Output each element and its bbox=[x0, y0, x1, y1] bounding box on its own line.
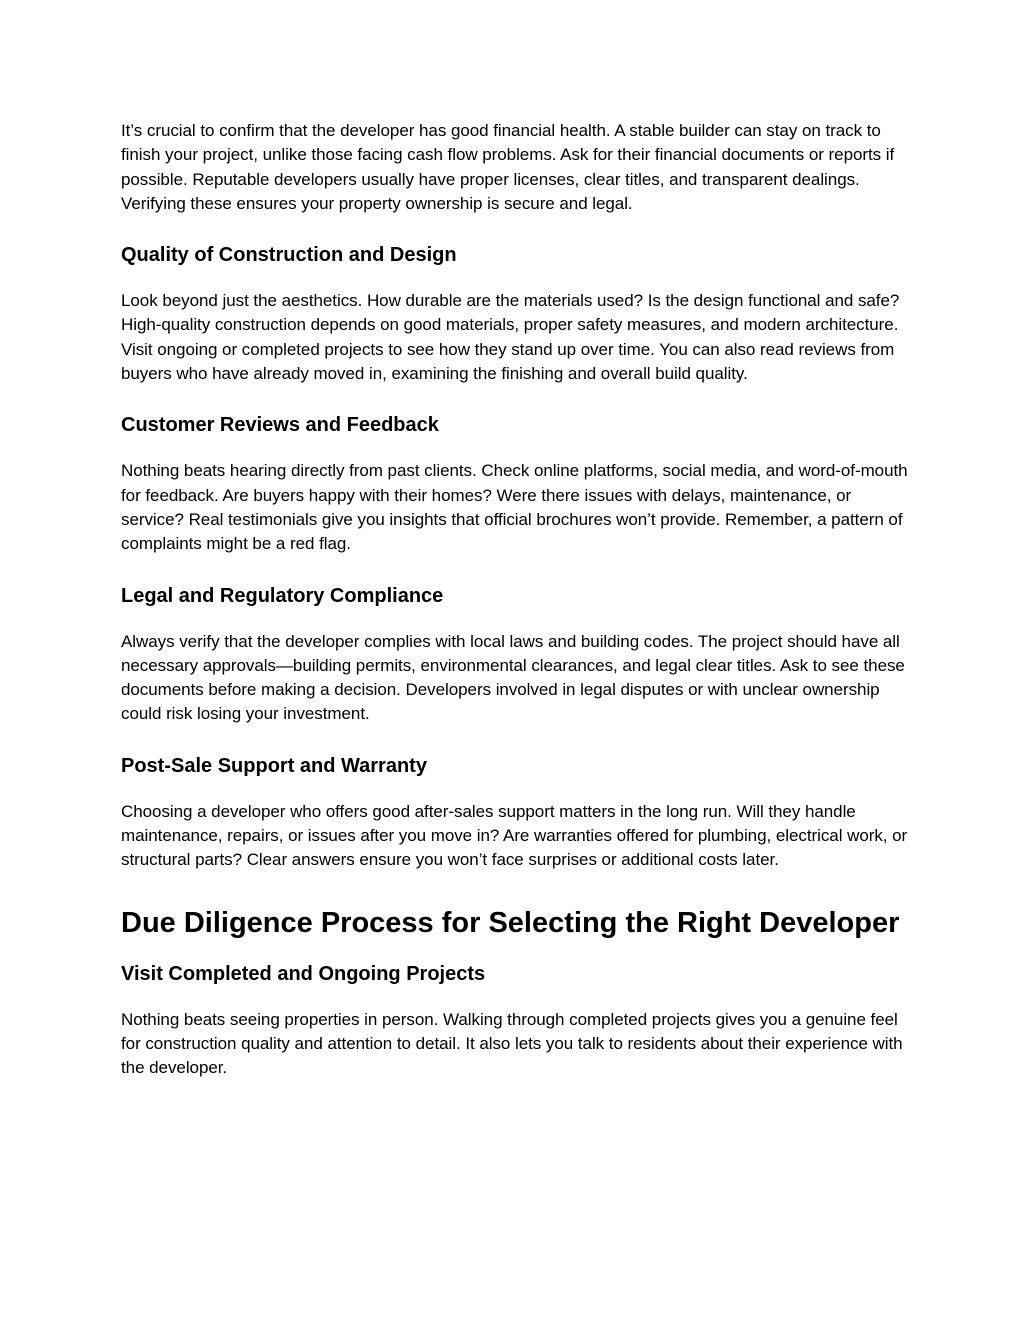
main-heading: Due Diligence Process for Selecting the Right Developer bbox=[121, 906, 900, 939]
section-paragraph-legal: Always verify that the developer complies with local laws and building codes. The project should have all necessary approvals—building permits, environmental clearances, and legal clear titles. Ask to see these documents before making a decision. Developers involved in legal disputes or with unclear ownership could risk losing your investment. bbox=[121, 631, 905, 724]
section-paragraph-reviews: Nothing beats hearing directly from past clients. Check online platforms, social media, and word-of-mouth for feedback. Are buyers happy with their homes? Were there issues with delays, maintenance, or service? Real testimonials give you insights that official brochures won’t provide. Remember, a pattern of complaints might be a red flag. bbox=[121, 461, 908, 554]
intro-paragraph: It’s crucial to confirm that the developer has good financial health. A stable builder can stay on track to finish your project, unlike those facing cash flow problems. Ask for their financial documents or reports if possible. Reputable developers usually have proper licenses, clear titles, and transparent dealings. Verifying these ensures your property ownership is secure and legal. bbox=[121, 121, 895, 213]
subsection-paragraph-visit: Nothing beats seeing properties in person. Walking through completed projects gives you a genuine feel for construction quality and attention to detail. It also lets you talk to residents about their experience with the developer. bbox=[121, 1009, 903, 1078]
section-paragraph-quality: Look beyond just the aesthetics. How durable are the materials used? Is the design functional and safe? High-quality construction depends on good materials, proper safety measures, and modern architecture. Visit ongoing or completed projects to see how they stand up over time. You can also read reviews from buyers who have already moved in, examining the finishing and overall build quality. bbox=[121, 291, 900, 384]
section-heading-post-sale: Post-Sale Support and Warranty bbox=[121, 754, 427, 777]
document-page bbox=[121, 119, 911, 1081]
section-paragraph-post-sale: Choosing a developer who offers good after-sales support matters in the long run. Will they handle maintenance, repairs, or issues after you move in? Are warranties offered for plumbing, electrical work, or structural parts? Clear answers ensure you won’t face surprises or additional costs later. bbox=[121, 801, 908, 870]
subsection-heading-visit: Visit Completed and Ongoing Projects bbox=[121, 962, 486, 985]
section-heading-legal: Legal and Regulatory Compliance bbox=[121, 584, 444, 607]
section-heading-reviews: Customer Reviews and Feedback bbox=[121, 414, 439, 437]
section-heading-quality: Quality of Construction and Design bbox=[121, 244, 457, 267]
